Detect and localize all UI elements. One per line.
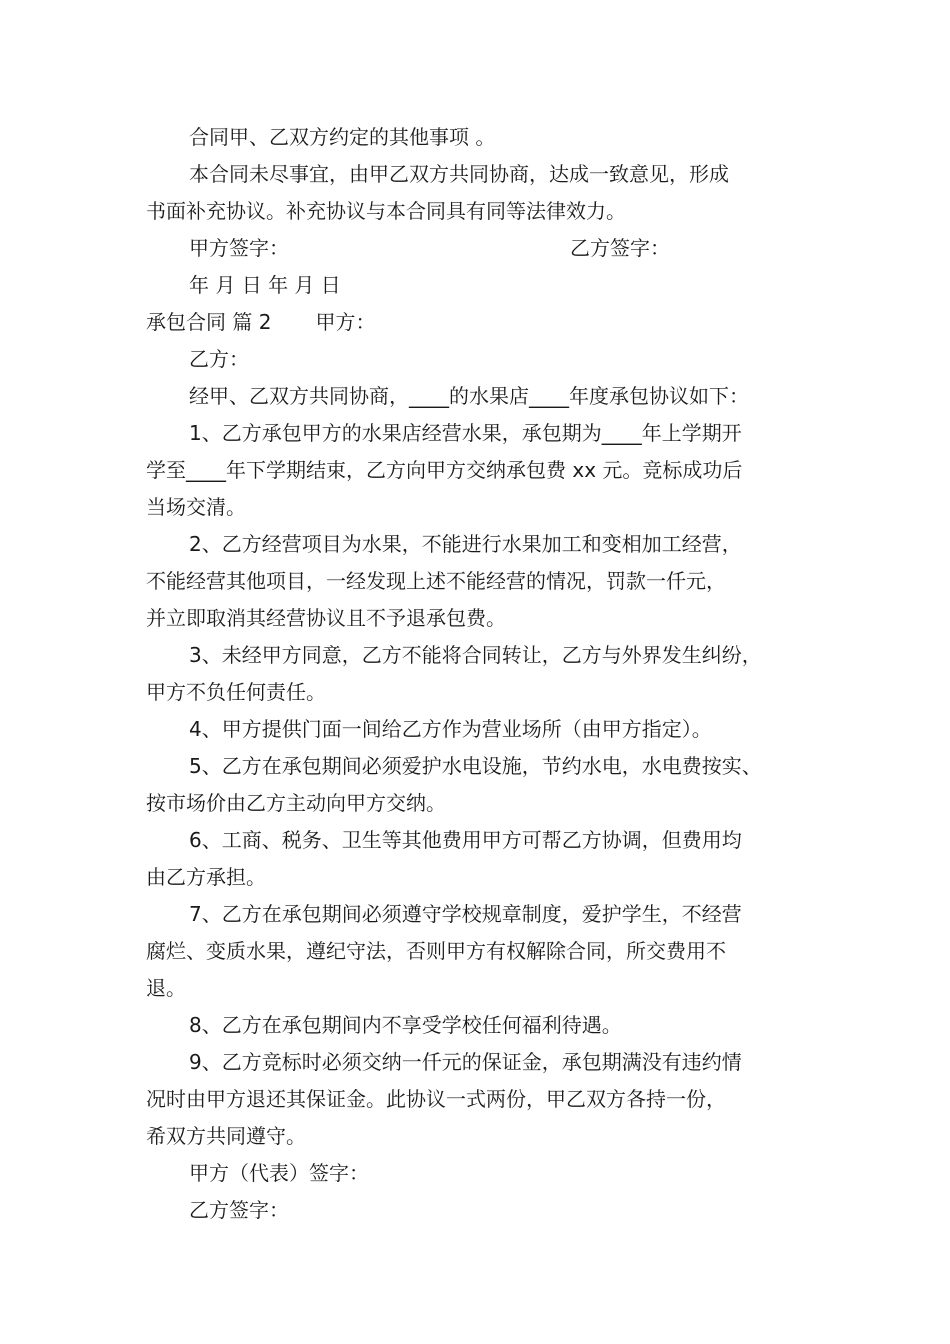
signature-row <box>146 230 826 267</box>
paragraph-line: 经甲、乙双方共同协商，____的水果店____年度承包协议如下： <box>189 384 749 408</box>
paragraph-line: 当场交清。 <box>146 495 246 519</box>
paragraph-line: 按市场价由乙方主动向甲方交纳。 <box>146 791 446 815</box>
paragraph-line: 腐烂、变质水果，遵纪守法，否则甲方有权解除合同，所交费用不 <box>146 939 726 963</box>
paragraph-line: 希双方共同遵守。 <box>146 1124 306 1148</box>
paragraph-line: 6、工商、税务、卫生等其他费用甲方可帮乙方协调，但费用均 <box>189 828 742 852</box>
paragraph-line: 况时由甲方退还其保证金。此协议一式两份，甲乙双方各持一份， <box>146 1087 726 1111</box>
party-a-representative-signature-label: 甲方（代表）签字： <box>189 1161 369 1185</box>
section-title: 承包合同 篇 2 <box>146 310 272 334</box>
paragraph-line: 7、乙方在承包期间必须遵守学校规章制度，爱护学生，不经营 <box>189 902 742 926</box>
paragraph-line: 不能经营其他项目，一经发现上述不能经营的情况，罚款一仟元， <box>146 569 726 593</box>
section-party-a-label: 甲方： <box>315 310 376 334</box>
paragraph-line: 3、未经甲方同意，乙方不能将合同转让，乙方与外界发生纠纷， <box>189 643 762 667</box>
date-line: 年 月 日 年 月 日 <box>189 273 341 297</box>
paragraph-line: 乙方： <box>189 347 249 371</box>
paragraph-line: 1、乙方承包甲方的水果店经营水果，承包期为____年上学期开 <box>189 421 742 445</box>
paragraph-line: 合同甲、乙双方约定的其他事项 。 <box>189 125 496 149</box>
paragraph-line: 甲方不负任何责任。 <box>146 680 326 704</box>
party-b-signature-label: 乙方签字： <box>570 236 670 260</box>
paragraph-line: 书面补充协议。补充协议与本合同具有同等法律效力。 <box>146 199 626 223</box>
paragraph-line: 由乙方承担。 <box>146 865 266 889</box>
paragraph-line: 8、乙方在承包期间内不享受学校任何福利待遇。 <box>189 1013 622 1037</box>
party-a-signature-label: 甲方签字： <box>189 236 289 260</box>
paragraph-line: 本合同未尽事宜，由甲乙双方共同协商，达成一致意见，形成 <box>189 162 729 186</box>
party-b-signature-label: 乙方签字： <box>189 1198 289 1222</box>
section-heading <box>146 304 826 341</box>
paragraph-line: 9、乙方竞标时必须交纳一仟元的保证金，承包期满没有违约情 <box>189 1050 742 1074</box>
paragraph-line: 2、乙方经营项目为水果，不能进行水果加工和变相加工经营， <box>189 532 742 556</box>
paragraph-line: 4、甲方提供门面一间给乙方作为营业场所（由甲方指定）。 <box>189 717 712 741</box>
paragraph-line: 5、乙方在承包期间必须爱护水电设施，节约水电，水电费按实、 <box>189 754 762 778</box>
paragraph-line: 并立即取消其经营协议且不予退承包费。 <box>146 606 506 630</box>
contract-text <box>146 119 826 1229</box>
paragraph-line: 退。 <box>146 976 186 1000</box>
paragraph-line: 学至____年下学期结束，乙方向甲方交纳承包费 xx 元。竞标成功后 <box>146 458 743 482</box>
